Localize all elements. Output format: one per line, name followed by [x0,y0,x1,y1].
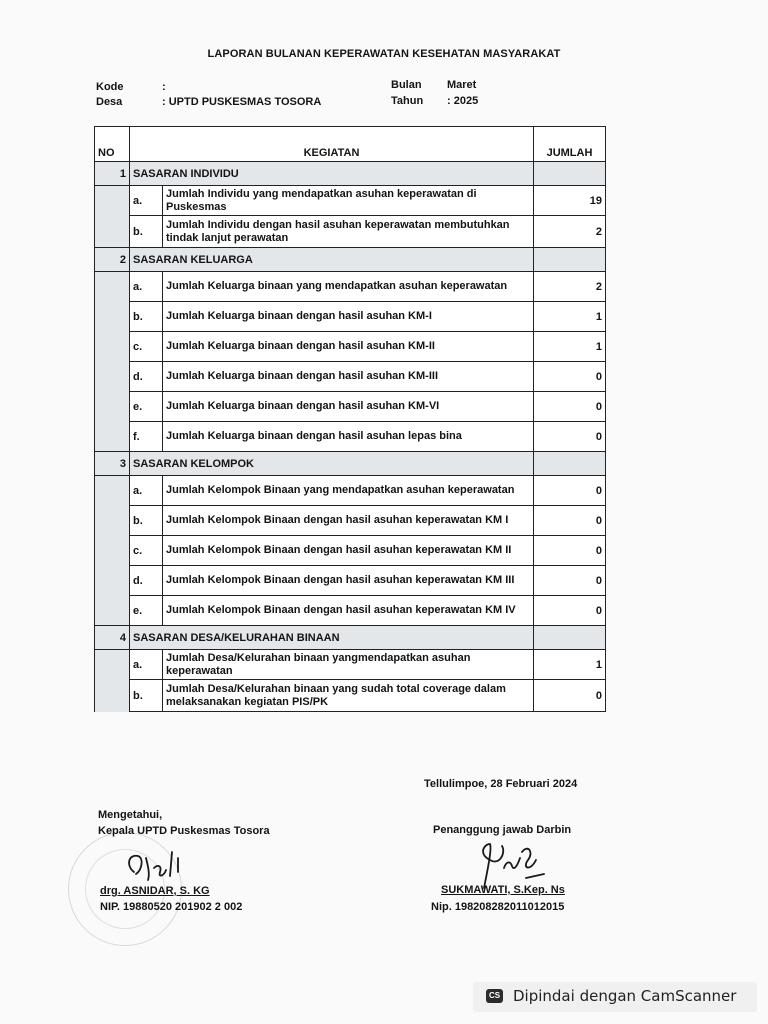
column-header-kegiatan: KEGIATAN [130,127,534,162]
table-row [95,186,606,216]
table-row [95,216,606,248]
bulan-label: Bulan [391,79,422,91]
column-header-no: NO [95,127,130,162]
row-description: Jumlah Keluarga binaan dengan hasil asuhan KM-I [163,302,534,332]
desa-label: Desa [96,96,123,108]
row-jumlah: 19 [534,186,606,216]
table-row [95,362,606,392]
table-row [95,422,606,452]
section-title: SASARAN INDIVIDU [130,162,534,186]
tahun-label: Tahun [391,95,424,107]
row-jumlah: 0 [534,476,606,506]
section-title: SASARAN KELUARGA [130,248,534,272]
row-jumlah: 0 [534,422,606,452]
kode-value: : [162,81,166,93]
row-description: Jumlah Desa/Kelurahan binaan yang sudah total coverage dalam melaksanakan kegiatan PIS/PK [163,680,534,712]
row-letter: c. [130,332,163,362]
row-description: Jumlah Keluarga binaan dengan hasil asuhan lepas bina [163,422,534,452]
row-letter: d. [130,566,163,596]
section-row [95,248,606,272]
row-jumlah: 0 [534,392,606,422]
row-jumlah: 1 [534,650,606,680]
row-description: Jumlah Kelompok Binaan dengan hasil asuhan keperawatan KM III [163,566,534,596]
right-sign-name: SUKMAWATI, S.Kep. Ns [441,884,565,896]
column-header-jumlah: JUMLAH [534,127,606,162]
section-row [95,626,606,650]
scanner-text: Dipindai dengan CamScanner [513,987,737,1005]
row-jumlah: 1 [534,302,606,332]
row-letter: a. [130,476,163,506]
table-header-row [95,127,606,162]
row-description: Jumlah Keluarga binaan yang mendapatkan asuhan keperawatan [163,272,534,302]
row-description: Jumlah Keluarga binaan dengan hasil asuhan KM-III [163,362,534,392]
row-letter: f. [130,422,163,452]
table-row [95,536,606,566]
section-row [95,162,606,186]
row-no-empty [95,680,130,712]
table-row [95,476,606,506]
bulan-value: Maret [447,79,477,91]
left-sign-nip: NIP. 19880520 201902 2 002 [100,901,243,913]
report-table [94,126,606,712]
left-sign-name: drg. ASNIDAR, S. KG [100,885,210,897]
row-letter: b. [130,680,163,712]
row-jumlah: 0 [534,536,606,566]
section-jumlah-empty [534,248,606,272]
section-title: SASARAN DESA/KELURAHAN BINAAN [130,626,534,650]
row-no-empty [95,332,130,362]
row-description: Jumlah Kelompok Binaan dengan hasil asuhan keperawatan KM II [163,536,534,566]
row-description: Jumlah Kelompok Binaan dengan hasil asuhan keperawatan KM I [163,506,534,536]
table-row [95,680,606,712]
table-row [95,302,606,332]
row-no-empty [95,302,130,332]
right-sign-nip: Nip. 198208282011012015 [431,901,565,913]
row-description: Jumlah Kelompok Binaan yang mendapatkan asuhan keperawatan [163,476,534,506]
table-row [95,566,606,596]
row-description: Jumlah Individu yang mendapatkan asuhan keperawatan di Puskesmas [163,186,534,216]
left-signature [118,846,198,888]
section-title: SASARAN KELOMPOK [130,452,534,476]
row-no-empty [95,216,130,248]
row-no-empty [95,536,130,566]
section-number: 3 [95,452,130,476]
row-no-empty [95,566,130,596]
row-letter: b. [130,216,163,248]
row-jumlah: 0 [534,680,606,712]
row-letter: b. [130,506,163,536]
section-row [95,452,606,476]
left-sign-line2: Kepala UPTD Puskesmas Tosora [98,825,270,837]
row-letter: a. [130,650,163,680]
section-number: 2 [95,248,130,272]
row-description: Jumlah Desa/Kelurahan binaan yangmendapatkan asuhan keperawatan [163,650,534,680]
row-no-empty [95,362,130,392]
row-no-empty [95,650,130,680]
section-jumlah-empty [534,162,606,186]
row-letter: e. [130,392,163,422]
row-jumlah: 0 [534,362,606,392]
section-number: 4 [95,626,130,650]
section-jumlah-empty [534,626,606,650]
place-date: Tellulimpoe, 28 Februari 2024 [424,778,578,790]
row-no-empty [95,476,130,506]
row-letter: a. [130,186,163,216]
table-row [95,332,606,362]
row-description: Jumlah Keluarga binaan dengan hasil asuhan KM-VI [163,392,534,422]
desa-value: : UPTD PUSKESMAS TOSORA [162,96,322,108]
row-jumlah: 0 [534,596,606,626]
scanner-watermark [473,982,757,1012]
row-letter: d. [130,362,163,392]
tahun-value: : 2025 [447,95,479,107]
row-description: Jumlah Keluarga binaan dengan hasil asuhan KM-II [163,332,534,362]
row-jumlah: 2 [534,216,606,248]
camscanner-logo-icon: CS [486,989,503,1003]
row-no-empty [95,186,130,216]
report-title: LAPORAN BULANAN KEPERAWATAN KESEHATAN MASYARAKAT [207,48,561,60]
right-sign-role: Penanggung jawab Darbin [433,824,572,836]
row-jumlah: 0 [534,506,606,536]
row-description: Jumlah Kelompok Binaan dengan hasil asuhan keperawatan KM IV [163,596,534,626]
row-no-empty [95,506,130,536]
row-jumlah: 2 [534,272,606,302]
row-no-empty [95,422,130,452]
section-jumlah-empty [534,452,606,476]
row-letter: e. [130,596,163,626]
left-sign-line1: Mengetahui, [98,809,163,821]
table-row [95,392,606,422]
row-jumlah: 0 [534,566,606,596]
table-row [95,596,606,626]
row-no-empty [95,392,130,422]
row-letter: c. [130,536,163,566]
row-no-empty [95,272,130,302]
row-jumlah: 1 [534,332,606,362]
row-letter: b. [130,302,163,332]
section-number: 1 [95,162,130,186]
row-description: Jumlah Individu dengan hasil asuhan keperawatan membutuhkan tindak lanjut perawatan [163,216,534,248]
table-row [95,650,606,680]
kode-label: Kode [96,81,124,93]
row-no-empty [95,596,130,626]
table-row [95,272,606,302]
row-letter: a. [130,272,163,302]
table-row [95,506,606,536]
